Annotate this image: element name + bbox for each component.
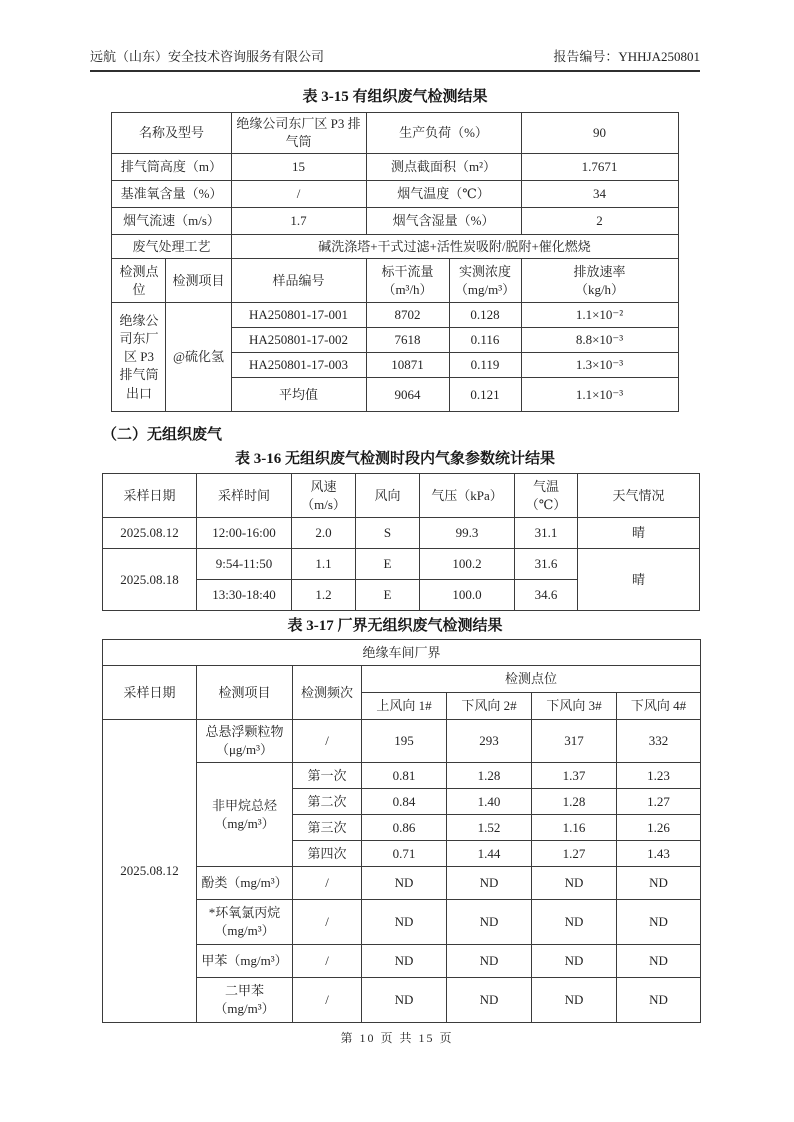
value-cell: 1.27 (532, 841, 617, 867)
header-date: 采样日期 (103, 666, 197, 720)
freq-cell: / (293, 720, 362, 763)
value-cell: ND (532, 867, 617, 900)
header-conc-name: 实测浓度 (458, 263, 511, 279)
freq-cell: 第四次 (293, 841, 362, 867)
header-time: 采样时间 (197, 474, 292, 518)
freq-cell: / (293, 900, 362, 945)
conc-value: 0.128 (449, 303, 521, 328)
value-cell: ND (362, 900, 447, 945)
table-header-row (103, 474, 700, 518)
header-item: 检测项目 (197, 666, 293, 720)
time-cell: 13:30-18:40 (197, 580, 292, 611)
conc-value: 0.119 (449, 353, 521, 378)
header-conc-unit: （mg/m³） (454, 281, 516, 297)
value-cell: 0.86 (362, 815, 447, 841)
value-cell: ND (362, 945, 447, 978)
rate-value: 1.3×10⁻³ (521, 353, 678, 378)
table16-title: 表 3-16 无组织废气检测时段内气象参数统计结果 (235, 451, 555, 468)
table-row (103, 518, 700, 549)
temp-cell: 34.6 (515, 580, 578, 611)
rate-value: 8.8×10⁻³ (521, 328, 678, 353)
param-label: 生产负荷（%） (366, 113, 521, 154)
freq-cell: 第二次 (293, 789, 362, 815)
value-cell: ND (532, 978, 617, 1023)
freq-cell: / (293, 945, 362, 978)
header-flow-name: 标干流量 (381, 263, 434, 279)
process-label: 废气处理工艺 (112, 235, 231, 259)
header-item: 检测项目 (166, 259, 231, 303)
value-cell: 0.71 (362, 841, 447, 867)
param-value: 2 (521, 208, 678, 235)
header-wind-dir: 风向 (356, 474, 420, 518)
value-cell: ND (532, 900, 617, 945)
value-cell: ND (447, 867, 532, 900)
item-cell: *环氧氯丙烷（mg/m³） (197, 900, 293, 945)
press-cell: 99.3 (420, 518, 515, 549)
dir-cell: E (356, 580, 420, 611)
value-cell: 1.37 (532, 763, 617, 789)
param-value: 绝缘公司东厂区 P3 排气筒 (231, 113, 366, 154)
section-heading: （二）无组织废气 (102, 427, 223, 444)
param-value: 34 (521, 181, 678, 208)
header-temp (515, 474, 578, 518)
value-cell: 1.40 (447, 789, 532, 815)
param-value: 1.7 (231, 208, 366, 235)
param-label: 排气筒高度（m） (112, 154, 231, 181)
value-cell: 0.84 (362, 789, 447, 815)
header-wind-speed-unit: （m/s） (301, 496, 346, 512)
flow-value: 9064 (366, 378, 449, 412)
item-cell: 总悬浮颗粒物（μg/m³） (197, 720, 293, 763)
value-cell: 1.52 (447, 815, 532, 841)
header-flow (366, 259, 449, 303)
table-3-17 (102, 639, 701, 1023)
item-cell: 二甲苯（mg/m³） (197, 978, 293, 1023)
header-point-1: 上风向 1# (362, 693, 447, 720)
table17-title: 表 3-17 厂界无组织废气检测结果 (287, 618, 503, 635)
table-3-15 (111, 112, 678, 412)
value-cell: 195 (362, 720, 447, 763)
header-conc (449, 259, 521, 303)
header-temp-unit: （℃） (525, 496, 567, 512)
param-value: 15 (231, 154, 366, 181)
table-row (112, 154, 678, 181)
header-weather: 天气情况 (578, 474, 700, 518)
table-row (112, 235, 678, 259)
sample-id: HA250801-17-002 (231, 328, 366, 353)
value-cell: ND (362, 867, 447, 900)
header-point-2: 下风向 2# (447, 693, 532, 720)
table-3-16 (102, 473, 700, 611)
sample-id: HA250801-17-001 (231, 303, 366, 328)
table-row (112, 181, 678, 208)
param-label: 烟气流速（m/s） (112, 208, 231, 235)
table-header-row (112, 259, 678, 303)
process-value: 碱洗涤塔+干式过滤+活性炭吸附/脱附+催化燃烧 (231, 235, 678, 259)
param-value: 1.7671 (521, 154, 678, 181)
rate-value: 1.1×10⁻² (521, 303, 678, 328)
speed-cell: 1.1 (292, 549, 356, 580)
site-cell: 绝缘车间厂界 (103, 640, 701, 666)
header-point-4: 下风向 4# (617, 693, 701, 720)
param-label: 测点截面积（m²） (366, 154, 521, 181)
date-cell: 2025.08.12 (103, 518, 197, 549)
param-label: 烟气温度（℃） (366, 181, 521, 208)
header-wind-speed (292, 474, 356, 518)
value-cell: 332 (617, 720, 701, 763)
param-label: 烟气含湿量（%） (366, 208, 521, 235)
header-point-3: 下风向 3# (532, 693, 617, 720)
header-pressure: 气压（kPa） (420, 474, 515, 518)
press-cell: 100.0 (420, 580, 515, 611)
item-cell: 酚类（mg/m³） (197, 867, 293, 900)
header-wind-speed-name: 风速 (310, 478, 337, 494)
freq-cell: / (293, 867, 362, 900)
value-cell: 1.26 (617, 815, 701, 841)
table-row (103, 720, 701, 763)
header-rate (521, 259, 678, 303)
value-cell: 1.28 (447, 763, 532, 789)
sample-id: 平均值 (231, 378, 366, 412)
table-row (103, 549, 700, 580)
header-temp-name: 气温 (532, 478, 559, 494)
item-cell: 甲苯（mg/m³） (197, 945, 293, 978)
conc-value: 0.116 (449, 328, 521, 353)
value-cell: 1.27 (617, 789, 701, 815)
value-cell: ND (532, 945, 617, 978)
flow-value: 10871 (366, 353, 449, 378)
press-cell: 100.2 (420, 549, 515, 580)
param-label: 基准氧含量（%） (112, 181, 231, 208)
value-cell: ND (617, 945, 701, 978)
freq-cell: 第三次 (293, 815, 362, 841)
company-name: 远航（山东）安全技术咨询服务有限公司 (90, 49, 325, 64)
table-row (112, 208, 678, 235)
value-cell: 0.81 (362, 763, 447, 789)
time-cell: 9:54-11:50 (197, 549, 292, 580)
page-number: 第 10 页 共 15 页 (340, 1031, 454, 1045)
temp-cell: 31.6 (515, 549, 578, 580)
value-cell: ND (617, 900, 701, 945)
table-row (112, 303, 678, 328)
value-cell: ND (447, 978, 532, 1023)
table-header-row (103, 666, 701, 693)
header-flow-unit: （m³/h） (382, 281, 433, 297)
flow-value: 8702 (366, 303, 449, 328)
value-cell: 1.43 (617, 841, 701, 867)
value-cell: 1.16 (532, 815, 617, 841)
item-cell: 非甲烷总烃（mg/m³） (197, 763, 293, 867)
table-row (103, 640, 701, 666)
date-cell: 2025.08.18 (103, 549, 197, 611)
value-cell: ND (617, 978, 701, 1023)
value-cell: ND (447, 900, 532, 945)
value-cell: 1.23 (617, 763, 701, 789)
report-number: 报告编号：YHHJA250801 (553, 49, 700, 64)
value-cell: ND (362, 978, 447, 1023)
value-cell: ND (447, 945, 532, 978)
sample-id: HA250801-17-003 (231, 353, 366, 378)
header-point: 检测点位 (112, 259, 166, 303)
speed-cell: 1.2 (292, 580, 356, 611)
value-cell: ND (617, 867, 701, 900)
date-cell: 2025.08.12 (103, 720, 197, 1023)
value-cell: 1.28 (532, 789, 617, 815)
dir-cell: S (356, 518, 420, 549)
header-date: 采样日期 (103, 474, 197, 518)
param-value: 90 (521, 113, 678, 154)
value-cell: 293 (447, 720, 532, 763)
speed-cell: 2.0 (292, 518, 356, 549)
table-row (112, 113, 678, 154)
header-sample: 样品编号 (231, 259, 366, 303)
weather-cell: 晴 (578, 549, 700, 611)
header-rate-name: 排放速率 (573, 263, 626, 279)
flow-value: 7618 (366, 328, 449, 353)
item-cell: @硫化氢 (166, 303, 231, 412)
header-points-group: 检测点位 (362, 666, 701, 693)
temp-cell: 31.1 (515, 518, 578, 549)
document-header (90, 46, 700, 72)
header-freq: 检测频次 (293, 666, 362, 720)
time-cell: 12:00-16:00 (197, 518, 292, 549)
value-cell: 317 (532, 720, 617, 763)
value-cell: 1.44 (447, 841, 532, 867)
rate-value: 1.1×10⁻³ (521, 378, 678, 412)
freq-cell: / (293, 978, 362, 1023)
freq-cell: 第一次 (293, 763, 362, 789)
param-value: / (231, 181, 366, 208)
point-cell: 绝缘公司东厂区 P3 排气筒出口 (112, 303, 166, 412)
conc-value: 0.121 (449, 378, 521, 412)
table15-title: 表 3-15 有组织废气检测结果 (302, 89, 488, 105)
header-rate-unit: （kg/h） (574, 281, 625, 297)
param-label: 名称及型号 (112, 113, 231, 154)
dir-cell: E (356, 549, 420, 580)
weather-cell: 晴 (578, 518, 700, 549)
